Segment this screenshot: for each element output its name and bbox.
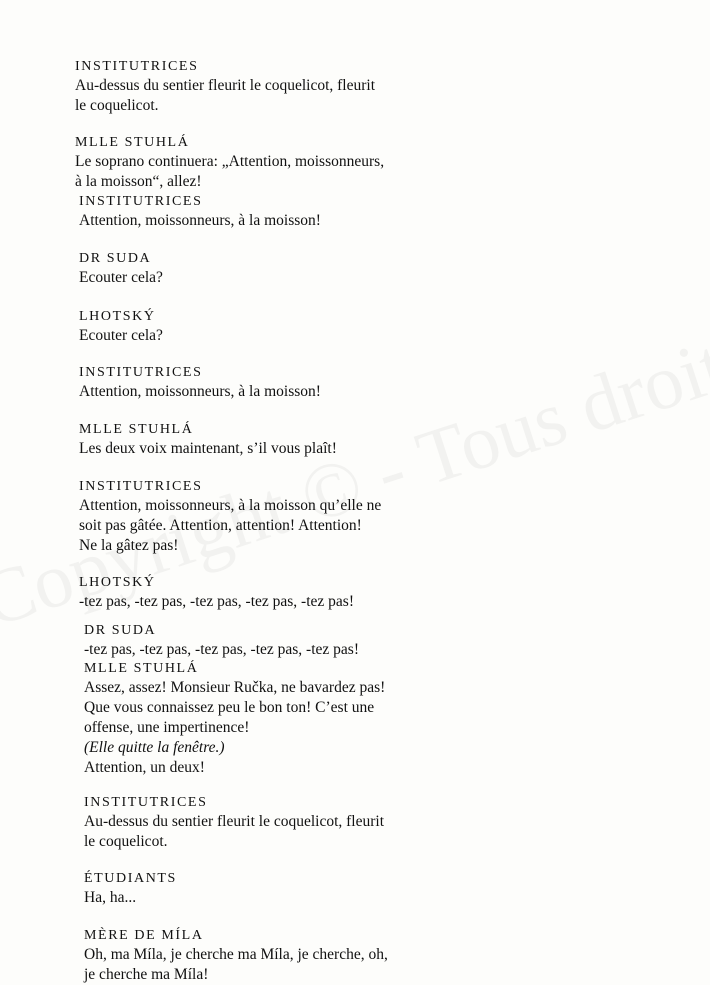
speaker-name: ÉTUDIANTS: [84, 871, 177, 886]
speaker-name: DR SUDA: [79, 251, 152, 266]
dialogue-block: [84, 870, 177, 908]
speaker-name: MLLE STUHLÁ: [75, 135, 190, 150]
dialogue-line: -tez pas, -tez pas, -tez pas, -tez pas, -tez pas!: [79, 593, 354, 610]
speaker-name: MÈRE DE MÍLA: [84, 928, 204, 943]
dialogue-line: Attention, moissonneurs, à la moisson!: [79, 383, 321, 400]
dialogue-block: [79, 193, 321, 231]
dialogue-line: Oh, ma Míla, je cherche ma Míla, je cherche, oh,: [84, 946, 388, 963]
dialogue-block: [79, 574, 354, 612]
speaker-name: INSTITUTRICES: [79, 365, 203, 380]
dialogue-line: Au-dessus du sentier fleurit le coquelicot, fleurit: [84, 813, 385, 830]
dialogue-line: à la moisson“, allez!: [75, 173, 202, 190]
dialogue-line: Au-dessus du sentier fleurit le coquelicot, fleurit: [75, 77, 376, 94]
dialogue-line: Ha, ha...: [84, 889, 137, 906]
speaker-name: INSTITUTRICES: [84, 795, 208, 810]
speaker-name: INSTITUTRICES: [79, 479, 203, 494]
stage-direction: (Elle quitte la fenêtre.): [84, 739, 225, 756]
speaker-name: MLLE STUHLÁ: [79, 422, 194, 437]
dialogue-line: Les deux voix maintenant, s’il vous plaît!: [79, 440, 337, 457]
dialogue-block: [84, 927, 388, 985]
dialogue-block: [79, 478, 381, 556]
speaker-name: MLLE STUHLÁ: [84, 661, 199, 676]
speaker-name: LHOTSKÝ: [79, 309, 156, 324]
dialogue-line: Ecouter cela?: [79, 269, 163, 286]
dialogue-line: le coquelicot.: [75, 97, 159, 114]
dialogue-block: [75, 58, 375, 116]
speaker-name: INSTITUTRICES: [79, 194, 203, 209]
dialogue-line: Que vous connaissez peu le bon ton! C’est une: [84, 699, 375, 716]
dialogue-line: offense, une impertinence!: [84, 719, 250, 736]
dialogue-line: Ne la gâtez pas!: [79, 537, 179, 554]
dialogue-line: je cherche ma Míla!: [84, 966, 209, 983]
dialogue-block: [84, 794, 384, 852]
dialogue-block: [79, 421, 337, 459]
dialogue-block: [79, 308, 163, 346]
dialogue-line: Ecouter cela?: [79, 327, 163, 344]
dialogue-line: Attention, moissonneurs, à la moisson!: [79, 212, 321, 229]
speaker-name: DR SUDA: [84, 623, 157, 638]
dialogue-line: -tez pas, -tez pas, -tez pas, -tez pas, -tez pas!: [84, 641, 359, 658]
speaker-name: LHOTSKÝ: [79, 575, 156, 590]
dialogue-line: Attention, moissonneurs, à la moisson qu’elle ne: [79, 497, 382, 514]
dialogue-line: Le soprano continuera: „Attention, moissonneurs,: [75, 153, 385, 170]
dialogue-block: [84, 622, 359, 660]
speaker-name: INSTITUTRICES: [75, 59, 199, 74]
dialogue-line: le coquelicot.: [84, 833, 168, 850]
dialogue-block: [79, 364, 321, 402]
dialogue-block: [75, 134, 384, 192]
dialogue-line: Attention, un deux!: [84, 759, 205, 776]
dialogue-line: soit pas gâtée. Attention, attention! Attention!: [79, 517, 362, 534]
dialogue-block: [84, 660, 385, 778]
dialogue-block: [79, 250, 163, 288]
dialogue-line: Assez, assez! Monsieur Ručka, ne bavardez pas!: [84, 679, 386, 696]
